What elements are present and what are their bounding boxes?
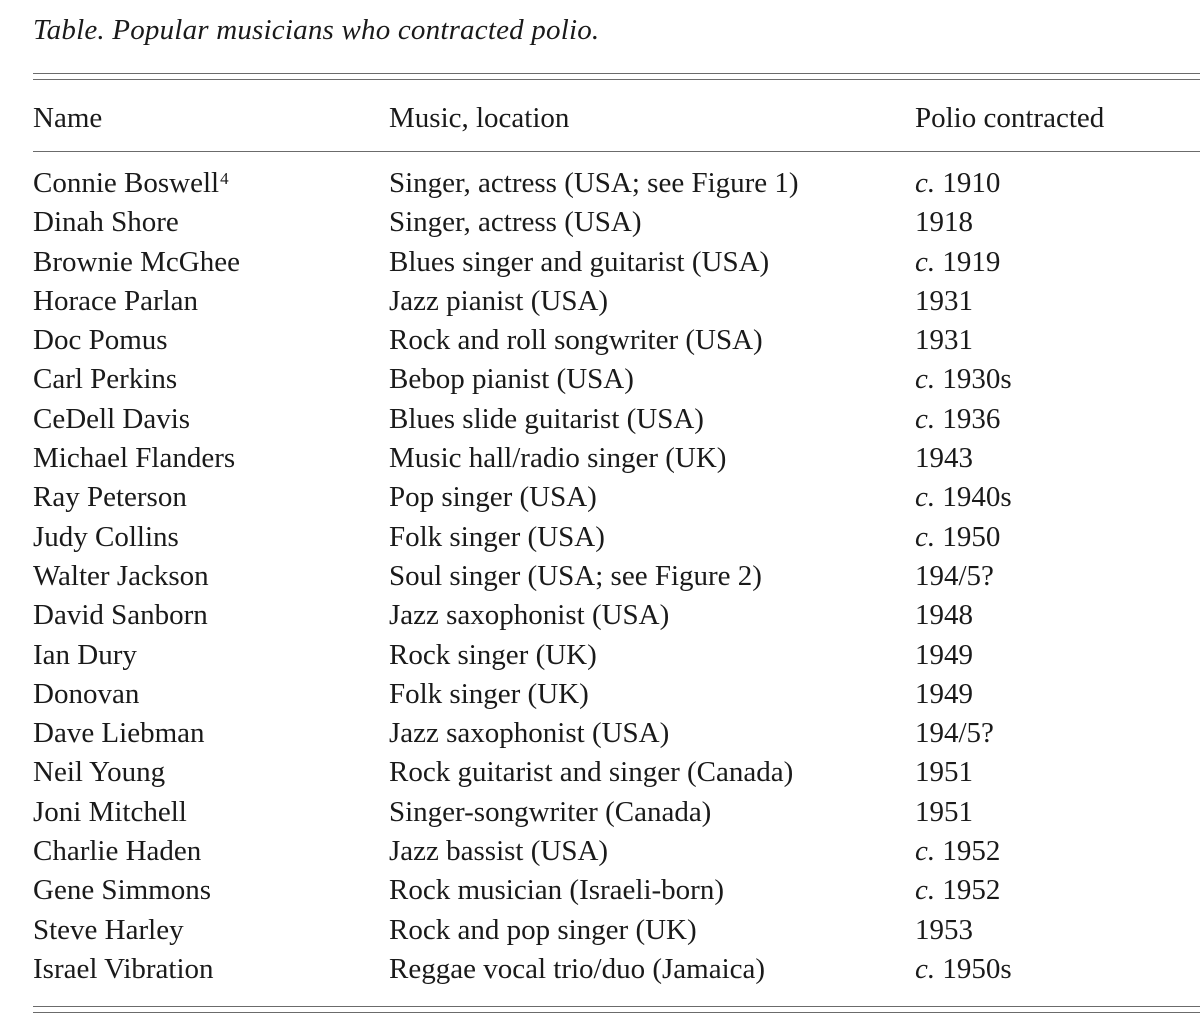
musician-name: CeDell Davis <box>33 402 191 435</box>
cell-music-location: Rock musician (Israeli-born) <box>389 874 725 907</box>
cell-name <box>33 361 177 397</box>
musician-name: Michael Flanders <box>33 442 236 475</box>
cell-polio-contracted <box>915 479 1012 515</box>
table-row <box>0 912 1200 951</box>
table-row <box>0 833 1200 872</box>
polio-year: 1950s <box>942 952 1012 985</box>
musician-name: Dave Liebman <box>33 717 205 750</box>
cell-music-location: Music hall/radio singer (UK) <box>389 442 727 475</box>
table-body <box>0 165 1200 990</box>
cell-name <box>33 872 211 908</box>
musician-name: Neil Young <box>33 756 166 789</box>
musician-name: Gene Simmons <box>33 874 212 907</box>
cell-name <box>33 912 184 948</box>
cell-name <box>33 244 240 280</box>
polio-year: 194/5? <box>915 559 994 592</box>
cell-polio-contracted <box>915 715 994 751</box>
header-music-location: Music, location <box>389 102 570 134</box>
circa-marker: c. <box>915 402 936 435</box>
cell-music-location: Singer, actress (USA; see Figure 1) <box>389 167 799 199</box>
cell-polio-contracted <box>915 912 973 948</box>
cell-music-location: Rock and roll songwriter (USA) <box>389 324 763 357</box>
cell-polio-contracted <box>915 283 973 319</box>
musician-name: Doc Pomus <box>33 324 168 357</box>
cell-name <box>33 322 168 358</box>
table-header-row <box>0 100 1200 136</box>
musician-name: Carl Perkins <box>33 363 178 396</box>
cell-name <box>33 479 187 515</box>
musician-name: David Sanborn <box>33 599 208 632</box>
cell-polio-contracted <box>915 597 973 633</box>
cell-polio-contracted <box>915 951 1012 987</box>
circa-marker: c. <box>915 835 936 868</box>
cell-polio-contracted <box>915 872 1000 908</box>
musician-name: Steve Harley <box>33 913 184 946</box>
cell-music-location: Jazz saxophonist (USA) <box>389 717 670 750</box>
table-row <box>0 479 1200 518</box>
cell-polio-contracted <box>915 833 1000 869</box>
polio-year: 1936 <box>942 402 1001 435</box>
cell-name <box>33 754 165 790</box>
polio-year: 1931 <box>915 324 973 357</box>
musician-name: Ian Dury <box>33 638 137 671</box>
musician-name: Brownie McGhee <box>33 245 240 278</box>
circa-marker: c. <box>915 245 936 278</box>
table-row <box>0 597 1200 636</box>
table-row <box>0 401 1200 440</box>
cell-music-location: Pop singer (USA) <box>389 481 597 514</box>
table-row <box>0 676 1200 715</box>
table-row <box>0 322 1200 361</box>
circa-marker: c. <box>915 952 936 985</box>
polio-year: 1953 <box>915 913 973 946</box>
table-row <box>0 637 1200 676</box>
cell-name <box>33 204 179 240</box>
cell-name <box>33 519 179 555</box>
polio-year: 1919 <box>942 245 1001 278</box>
table-caption: Table. Popular musicians who contracted polio. <box>33 14 600 46</box>
cell-polio-contracted <box>915 558 994 594</box>
cell-music-location: Rock guitarist and singer (Canada) <box>389 756 794 789</box>
circa-marker: c. <box>915 520 936 553</box>
cell-music-location: Soul singer (USA; see Figure 2) <box>389 559 762 592</box>
cell-name <box>33 558 209 594</box>
table-row <box>0 872 1200 911</box>
bottom-double-rule-upper <box>33 1006 1200 1007</box>
polio-year: 1951 <box>915 756 973 789</box>
cell-polio-contracted <box>915 322 973 358</box>
polio-year: 1930s <box>942 363 1012 396</box>
cell-polio-contracted <box>915 165 1000 201</box>
cell-name <box>33 951 214 987</box>
header-rule <box>33 151 1200 152</box>
bottom-double-rule-lower <box>33 1012 1200 1013</box>
cell-name <box>33 676 139 712</box>
musician-name: Dinah Shore <box>33 206 179 239</box>
cell-name <box>33 597 208 633</box>
cell-music-location: Rock singer (UK) <box>389 638 597 671</box>
cell-music-location: Singer-songwriter (Canada) <box>389 795 712 828</box>
table-row <box>0 244 1200 283</box>
cell-polio-contracted <box>915 676 973 712</box>
cell-polio-contracted <box>915 440 973 476</box>
musician-name: Joni Mitchell <box>33 795 187 828</box>
cell-music-location: Jazz bassist (USA) <box>389 835 609 868</box>
cell-name <box>33 283 198 319</box>
cell-name <box>33 794 187 830</box>
cell-name <box>33 165 229 201</box>
polio-year: 1948 <box>915 599 973 632</box>
table-row <box>0 283 1200 322</box>
table-row <box>0 165 1200 204</box>
musician-name: Judy Collins <box>33 520 179 553</box>
circa-marker: c. <box>915 481 936 514</box>
cell-polio-contracted <box>915 754 973 790</box>
polio-year: 1943 <box>915 442 973 475</box>
polio-year: 1918 <box>915 206 973 239</box>
footnote-marker: 4 <box>220 169 229 188</box>
musician-name: Donovan <box>33 677 140 710</box>
musician-name: Israel Vibration <box>33 952 214 985</box>
table-row <box>0 519 1200 558</box>
table-row <box>0 440 1200 479</box>
cell-polio-contracted <box>915 244 1000 280</box>
cell-name <box>33 833 201 869</box>
cell-music-location: Bebop pianist (USA) <box>389 363 634 396</box>
cell-polio-contracted <box>915 204 973 240</box>
cell-polio-contracted <box>915 637 973 673</box>
musician-name: Horace Parlan <box>33 284 199 317</box>
table-row <box>0 558 1200 597</box>
musician-name: Walter Jackson <box>33 559 209 592</box>
polio-year: 194/5? <box>915 717 994 750</box>
polio-year: 1940s <box>942 481 1012 514</box>
polio-year: 1931 <box>915 284 973 317</box>
polio-year: 1910 <box>942 167 1001 199</box>
cell-music-location: Jazz pianist (USA) <box>389 284 609 317</box>
polio-year: 1952 <box>942 835 1001 868</box>
cell-music-location: Blues slide guitarist (USA) <box>389 402 704 435</box>
cell-name <box>33 440 235 476</box>
circa-marker: c. <box>915 874 936 907</box>
musician-name: Connie Boswell <box>33 167 220 199</box>
cell-music-location: Rock and pop singer (UK) <box>389 913 697 946</box>
cell-name <box>33 715 205 751</box>
cell-polio-contracted <box>915 794 973 830</box>
circa-marker: c. <box>915 363 936 396</box>
cell-music-location: Reggae vocal trio/duo (Jamaica) <box>389 952 766 985</box>
polio-year: 1951 <box>915 795 973 828</box>
polio-year: 1950 <box>942 520 1001 553</box>
cell-polio-contracted <box>915 361 1012 397</box>
musician-name: Charlie Haden <box>33 835 202 868</box>
musician-name: Ray Peterson <box>33 481 187 514</box>
table-row <box>0 715 1200 754</box>
top-double-rule-upper <box>33 73 1200 74</box>
cell-music-location: Blues singer and guitarist (USA) <box>389 245 770 278</box>
top-double-rule-lower <box>33 79 1200 80</box>
header-polio-contracted: Polio contracted <box>915 102 1105 134</box>
cell-polio-contracted <box>915 519 1000 555</box>
cell-music-location: Singer, actress (USA) <box>389 206 642 239</box>
circa-marker: c. <box>915 167 936 199</box>
polio-year: 1949 <box>915 677 973 710</box>
cell-music-location: Jazz saxophonist (USA) <box>389 599 670 632</box>
table-row <box>0 951 1200 990</box>
cell-name <box>33 401 190 437</box>
table-row <box>0 204 1200 243</box>
table-row <box>0 754 1200 793</box>
table-row <box>0 361 1200 400</box>
polio-year: 1952 <box>942 874 1001 907</box>
table-row <box>0 794 1200 833</box>
cell-music-location: Folk singer (UK) <box>389 677 589 710</box>
cell-music-location: Folk singer (USA) <box>389 520 605 553</box>
cell-name <box>33 637 137 673</box>
cell-polio-contracted <box>915 401 1000 437</box>
header-name: Name <box>33 102 103 134</box>
polio-year: 1949 <box>915 638 973 671</box>
